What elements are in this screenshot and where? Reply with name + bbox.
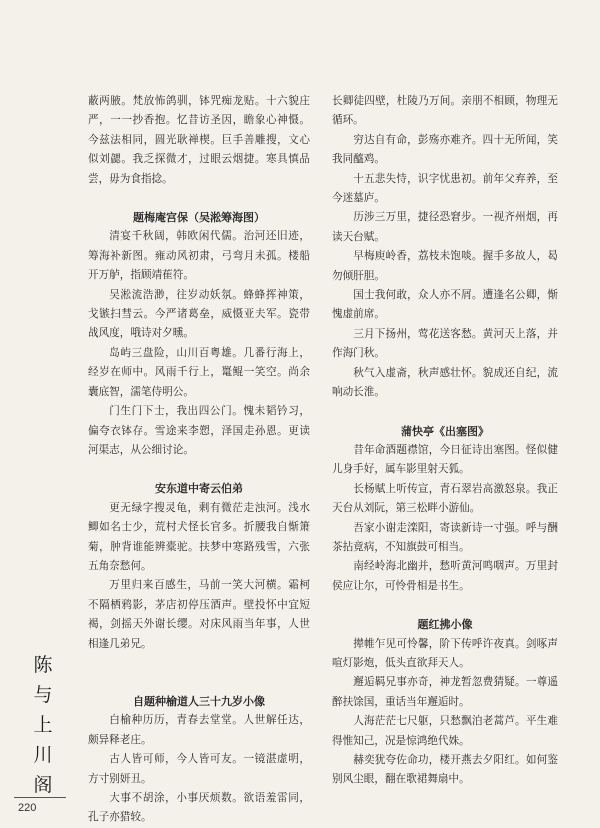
poem-stanza: 早梅庾岭香，荔枝未饱啖。握手多故人，曷勿倾肝胆。 (332, 250, 558, 282)
left-text-column (88, 92, 310, 828)
right-text-column (332, 92, 558, 790)
page-number-rule (14, 797, 66, 798)
poem-stanza: 三月下扬州，莺花送客愁。黄河天上落，并作海门秋。 (332, 327, 558, 360)
poem-stanza: 国士我何敢，众人亦不屑。遭逢名公卿，惭愧虚前席。 (332, 289, 558, 321)
poem-stanza: 更无绿字搜灵龟，剩有微茫走浊河。浅水鲫如名士少，荒村犬怪长官多。折腰我自惭箫菊，肿背谁能辨橐驼。扶梦中寒路残雪，六张五角奈愁何。 (88, 501, 310, 572)
poem-stanza: 穷达自有命，彭殇亦难齐。四十无所闻，笑我同醯鸡。 (332, 133, 558, 166)
poem-stanza: 万里归来百感生，马前一笑大河横。霜柯不隔栖鸦影，茅店初停压酒声。壁投怀中宜短褐，剑摇天外谢长缨。对床风雨当年事，人世相逢几弟兄。 (88, 579, 310, 650)
poem-stanza: 蔽两腋。梵放怖鸽驯，钵咒痴龙贴。十六貌庄严，一一抄香抱。忆昔访圣因，瞻象心神慑。今兹法相同，圆光耿禅楔。巨手善雕搜，文心似刘勰。我乏探微才，过眼云烟捷。寒具慎品尝，毋为食指捻。 (88, 95, 310, 185)
brand-character: 陈 (33, 654, 53, 676)
poem-stanza: 赫奕犹夸佐命功，楼开燕去夕阳红。如何鉴别风尘眼，翻在歌裙舞扇中。 (332, 754, 558, 786)
poem-stanza: 古人皆可师，今人皆可友。一镜湛虚明，方寸别妍丑。 (88, 753, 310, 785)
poem-stanza: 历涉三万里，捷径恐窘步。一视齐州烟，再读天台赋。 (332, 211, 558, 243)
poem-stanza: 秋气入虚斋，秋声感壮怀。貌成还自纪，流响动长淮。 (332, 366, 558, 399)
poem-stanza: 十五悲失恃，识字忧患初。前年父弃养，至今迷墓庐。 (332, 172, 558, 205)
poem-stanza: 南经岭海北幽并，愁听黄河鸣咽声。万里封侯应让尔，可怜骨相是书生。 (332, 560, 558, 592)
spacer (88, 189, 310, 208)
page-number: 220 (18, 802, 37, 814)
poem-stanza: 撵帷乍见可怜馨，阶下传呼许夜真。剑啄声喧灯影炮，低头直欲拜天人。 (332, 637, 558, 669)
brand-character: 上 (33, 714, 53, 736)
poem-stanza: 长杨赋上听传宣，青石翠岩高激怒泉。我正天台从刘阮，第三松畔小游仙。 (332, 482, 558, 515)
poem-stanza: 岛屿三盘险，山川百粤雄。几番行海上，经岁在师中。风雨千行上，鼍鲲一笑空。尚余囊底智，濡笔侍明公。 (88, 346, 310, 398)
spacer (332, 596, 558, 615)
poem-title: 题梅庵宫保（吴淞筹海图） (133, 211, 265, 225)
poem-stanza: 大事不胡涂，小事厌烦数。欲语羞雷同，孔子亦猎较。 (88, 792, 310, 824)
poem-title: 蒲快亭《出塞图》 (401, 424, 489, 438)
poem-stanza: 吴淞流浩渺，往岁动妖氛。蜂蜂挥神策，戈镞扫彗云。今严诸葛垒，威慑亚夫军。瓷带战风度，哦诗对夕曛。 (88, 288, 310, 340)
spacer (332, 403, 558, 422)
poem-stanza: 人海茫茫七尺躯，只愁飘泊老蒿芦。平生难得惟知己，况是惊鸿绝代姝。 (332, 715, 558, 747)
brand-character: 阁 (33, 774, 53, 796)
side-calligraphy-brand (28, 650, 58, 800)
poem-title: 自题种榆道人三十九岁小像 (133, 694, 265, 708)
poem-stanza: 清宴千秋阔，韩欧闲代儒。治河还旧迹，筹海补新图。雍动风初肃，弓弯月未孤。楼船开万舻，指顾靖萑符。 (88, 230, 310, 282)
poem-title: 安东道中寄云伯弟 (155, 482, 243, 496)
brand-character: 与 (33, 684, 53, 706)
poem-stanza: 昔年命酒题襟馆，今日征诗出塞图。怪似健儿身手好，属车影里射天狐。 (332, 443, 558, 476)
poem-stanza: 白榆种历历，青春去堂堂。人世解任达，颇异释老庄。 (88, 714, 310, 746)
poem-stanza: 长卿徒四壁，杜陵乃万间。亲朋不相顾，物理无循环。 (332, 95, 558, 127)
brand-character: 川 (33, 744, 53, 766)
poem-stanza: 门生门下士，我出四公门。愧未韬钤习，偏夸衣钵存。雪途来李愬，泽国走孙恩。更读河渠志，从公细讨论。 (88, 405, 310, 456)
poem-stanza: 吾家小谢走滦阳，寄读新诗一寸强。呼与酬茶拈竟病，不知旗鼓可相当。 (332, 521, 558, 553)
spacer (88, 654, 310, 692)
poem-stanza: 邂逅羁兄事亦奇，神龙暂忽费猜疑。一尊遥醉扶馀国，重话当年邂逅时。 (332, 676, 558, 708)
spacer (88, 460, 310, 479)
poem-title: 题红拂小像 (417, 618, 473, 632)
